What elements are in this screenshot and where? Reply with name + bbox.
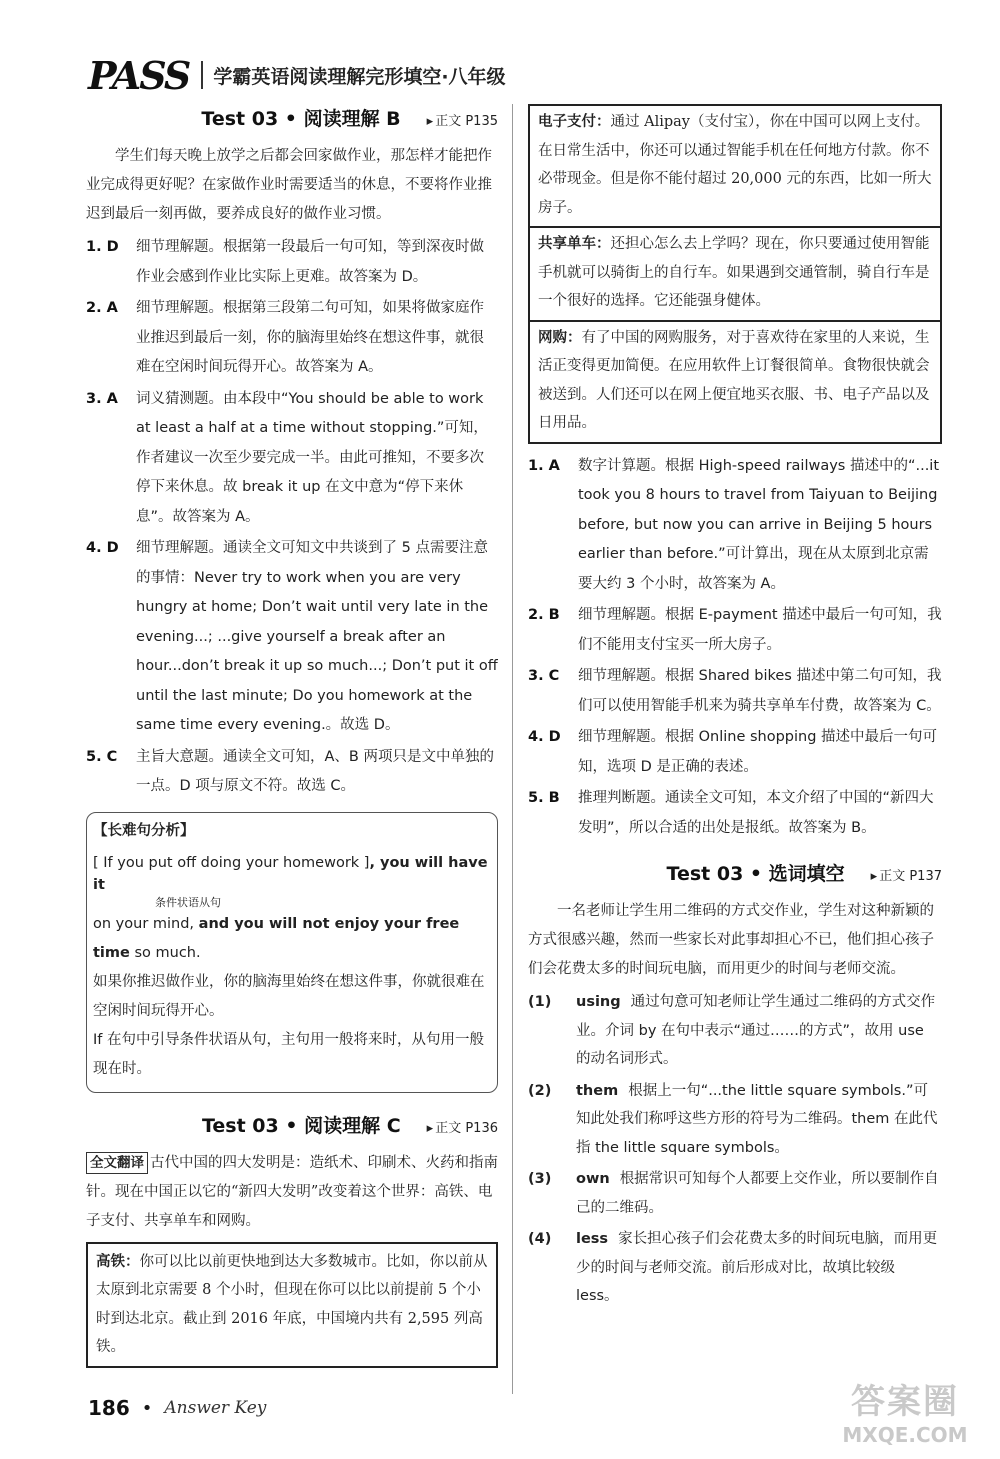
fill-item — [528, 1077, 942, 1163]
answer-number: 4. D — [86, 540, 119, 556]
watermark-line-2: MXQE.COM — [842, 1423, 968, 1447]
page-reference: ▸ 正文 P136 — [427, 1117, 498, 1136]
answer-number: 1. A — [528, 457, 560, 474]
section-title: Test 03 • 阅读理解 B — [201, 108, 401, 130]
box-text: 通过 Alipay（支付宝），你在中国可以网上支付。在日常生活中，你还可以通过智能手机在任何地方付款。你不必带现金。但是你不能付超过 20,000 元的东西，比如一所大房子。 — [538, 114, 932, 216]
answer-explanation: 细节理解题。根据第一段最后一句可知，等到深夜时做作业会感到作业比实际上更难。故答案为 D。 — [136, 239, 484, 285]
answer-item — [86, 385, 498, 533]
item-explanation: 家长担心孩子们会花费太多的时间玩电脑，而用更少的时间与老师交流。前后形成对比，故填比较级 less。 — [576, 1231, 938, 1304]
section-heading-reading-c — [86, 1111, 498, 1149]
answer-item — [86, 534, 498, 741]
answer-number: 3. A — [86, 390, 118, 407]
footer-label: Answer Key — [164, 1398, 267, 1418]
translation-text: 古代中国的四大发明是：造纸术、印刷术、火药和指南针。现在中国正以它的“新四大发明”改变着这个世界：高铁、电子支付、共享单车和网购。 — [86, 1154, 498, 1229]
answer-number: 1. D — [86, 239, 119, 255]
main-clause-1: , you will have it — [93, 854, 488, 893]
answer-number: 2. A — [86, 300, 118, 316]
section-title: Test 03 • 选词填空 — [666, 863, 845, 885]
sentence-end: so much. — [134, 944, 201, 961]
section-heading-word-fill — [528, 859, 942, 897]
analysis-sentence-line-1 — [93, 846, 489, 896]
watermark-line-1: 答案圈 — [851, 1382, 959, 1422]
high-speed-rail-box — [86, 1242, 498, 1368]
section-intro: 一名老师让学生用二维码的方式交作业，学生对这种新颖的方式很感兴趣，然而一些家长对此事却担心不已，他们担心孩子们会花费太多的时间玩电脑，而用更少的时间与老师交流。 — [528, 903, 934, 977]
section-heading-reading-b — [86, 104, 498, 142]
answer-number: 5. C — [86, 748, 118, 765]
answer-number: 3. C — [528, 668, 560, 684]
fill-item — [528, 1165, 942, 1222]
answer-item — [86, 294, 498, 383]
answer-item — [528, 723, 942, 782]
column-divider — [512, 104, 513, 1394]
sentence-analysis-box — [86, 812, 498, 1093]
analysis-translation: 如果你推迟做作业，你的脑海里始终在想这件事，你就很难在空闲时间玩得开心。 — [93, 973, 485, 1019]
item-body — [576, 1077, 942, 1163]
sentence-middle: on your mind, — [93, 915, 195, 932]
answer-explanation: 细节理解题。根据 Shared bikes 描述中第二句可知，我们可以使用智能手机来为骑共享单车付费，故答案为 C。 — [578, 668, 942, 714]
answer-word: using — [576, 994, 621, 1010]
page-footer — [88, 1396, 266, 1420]
box-label: 网购： — [538, 329, 582, 346]
item-body — [576, 988, 942, 1074]
section-title: Test 03 • 阅读理解 C — [201, 1114, 401, 1137]
page-reference: ▸ 正文 P137 — [871, 865, 942, 884]
answer-number: 4. D — [528, 729, 561, 745]
answer-explanation: 细节理解题。通读全文可知文中共谈到了 5 点需要注意的事情：Never try to work when you are very hungry at home; Don’t wait until very late in the evening...; ...give yourself a break after an hour...don’t break it up so much...; Don’t put it off until the last minute; Do you homework at the same time every evening.。故选 D。 — [136, 540, 498, 733]
fill-item — [528, 1225, 942, 1311]
shared-bikes-box — [530, 228, 940, 322]
full-translation — [86, 1149, 498, 1236]
answer-explanation: 数字计算题。根据 High-speed railways 描述中的“...it took you 8 hours to travel from Taiyuan to Beijing before, but now you can arrive in Beijing 5 hours earlier than before.”可计算出，现在从太原到北京需要大约 3 个小时，故答案为 A。 — [578, 457, 940, 592]
footer-bullet: • — [141, 1397, 153, 1419]
item-explanation: 通过句意可知老师让学生通过二维码的方式交作业。介词 by 在句中表示“通过……的方式”，故用 use 的动名词形式。 — [576, 994, 936, 1067]
answer-item — [528, 452, 942, 600]
online-shopping-box — [530, 322, 940, 442]
answer-number: 2. B — [528, 607, 560, 623]
watermark — [820, 1374, 990, 1447]
box-label: 高铁： — [96, 1253, 140, 1270]
item-number: (2) — [528, 1082, 552, 1099]
clause-label: 条件状语从句 — [155, 895, 221, 909]
pass-logo: PASS — [88, 52, 190, 98]
item-explanation: 根据上一句“...the little square symbols.”可知此处我们称呼这些方形的符号为二维码。them 在此代指 the little square symbols。 — [576, 1082, 938, 1156]
answer-item — [86, 743, 498, 802]
answer-item — [86, 233, 498, 292]
item-explanation: 根据常识可知每个人都要上交作业，所以要制作自己的二维码。 — [576, 1171, 939, 1216]
answer-word: less — [576, 1231, 609, 1247]
analysis-heading: 【长难句分析】 — [93, 822, 195, 839]
answer-explanation: 主旨大意题。通读全文可知，A、B 两项只是文中单独的一点。D 项与原文不符。故选 C。 — [136, 748, 494, 794]
answer-explanation: 细节理解题。根据第三段第二句可知，如果将做家庭作业推迟到最后一刻，你的脑海里始终在想这件事，就很难在空闲时间玩得开心。故答案为 A。 — [136, 300, 484, 375]
answer-explanation: 细节理解题。根据 Online shopping 描述中最后一句可知，选项 D 是正确的表述。 — [578, 729, 938, 775]
header-divider — [201, 61, 203, 89]
box-text: 你可以比以前更快地到达大多数城市。比如，你以前从太原到北京需要 8 个小时，但现在你可以比以前提前 5 个小时到达北京。截止到 2016 年底，中国境内共有 2,595 列高铁。 — [96, 1253, 488, 1355]
box-label: 电子支付： — [538, 114, 611, 130]
section-intro: 学生们每天晚上放学之后都会回家做作业，那怎样才能把作业完成得更好呢？在家做作业时需要适当的休息，不要将作业推迟到最后一刻再做，要养成良好的做作业习惯。 — [86, 148, 492, 222]
item-number: (3) — [528, 1171, 552, 1187]
analysis-sentence-line-2 — [93, 910, 489, 968]
left-column — [86, 104, 498, 1368]
answer-item — [528, 662, 942, 721]
answer-explanation: 词义猜测题。由本段中“You should be able to work at least a half at a time without stopping.”可知，作者建议一次至少要完成一半。由此可推知，不要多次停下来休息。故 break it up 在文中意为“停下来休息”。故答案为 A。 — [136, 390, 488, 525]
answer-item — [528, 601, 942, 660]
page-reference: ▸ 正文 P135 — [427, 110, 498, 129]
fill-item — [528, 988, 942, 1074]
page-number: 186 — [88, 1396, 130, 1420]
page-header — [88, 52, 506, 98]
item-body — [576, 1225, 942, 1311]
box-text: 还担心怎么去上学吗？现在，你只要通过使用智能手机就可以骑街上的自行车。如果遇到交通管制，骑自行车是一个很好的选择。它还能强身健体。 — [538, 236, 930, 309]
full-translation-tag: 全文翻译 — [86, 1152, 148, 1174]
answer-word: them — [576, 1082, 619, 1099]
book-title: 学霸英语阅读理解完形填空·八年级 — [213, 65, 506, 88]
e-payment-box — [530, 106, 940, 228]
box-text: 有了中国的网购服务，对于喜欢待在家里的人来说，生活正变得更加简便。在应用软件上订餐很简单。食物很快就会被送到。人们还可以在网上便宜地买衣服、书、电子产品以及日用品。 — [538, 329, 930, 431]
item-body — [576, 1165, 942, 1222]
answer-item — [528, 784, 942, 843]
answer-explanation: 推理判断题。通读全文可知，本文介绍了中国的“新四大发明”，所以合适的出处是报纸。故答案为 B。 — [578, 790, 934, 836]
right-column — [528, 104, 942, 1314]
analysis-note: If 在句中引导条件状语从句，主句用一般将来时，从句用一般现在时。 — [93, 1031, 484, 1077]
answer-word: own — [576, 1171, 610, 1187]
item-number: (4) — [528, 1231, 552, 1247]
box-label: 共享单车： — [538, 236, 611, 252]
answer-explanation: 细节理解题。根据 E-payment 描述中最后一句可知，我们不能用支付宝买一所大房子。 — [578, 607, 942, 653]
translation-boxes — [528, 104, 942, 444]
main-clause-2: and you will not enjoy your free time — [93, 915, 460, 961]
answer-number: 5. B — [528, 790, 560, 806]
item-number: (1) — [528, 994, 552, 1010]
conditional-clause: [ If you put off doing your homework ] — [93, 854, 370, 871]
